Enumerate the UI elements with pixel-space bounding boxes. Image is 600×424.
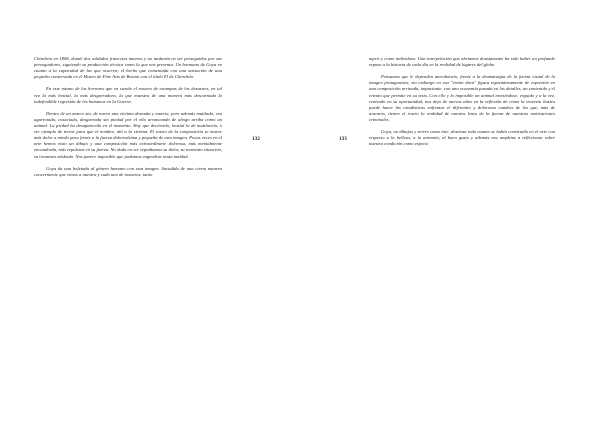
- right-page-text-column: [369, 56, 555, 147]
- right-page: [302, 0, 600, 424]
- left-paragraph-1: Chinchón en 1808, donde dos soldados franceses mueren y no tardarán en ser perseguidos por sus perseguidores, siguiendo su producción técnica como la que nos presenta. Un bormano de Goya en cuanto a la capacidad de las que ocurren; el hecho que comentada con una sensación de una pequeña conservada en el Museo de Fine Arts de Boston con el título El de Chinchón.: [34, 56, 222, 80]
- left-page: [0, 0, 298, 424]
- right-paragraph-3: Goya, no dibujos y serres como éste, destroza todo cuanto se había construido en el arte con respecto a la belleza, a la armonía, al buen gusto y además nos amplitas a reflexionar sobre nuestra condición como especie.: [369, 129, 555, 147]
- right-paragraph-2: Pensamos que le dependen anecdotario, frente a la dramaturgia de la fuerza visual de la imagen protagonista; sin embargo en esa "visión dura" figura espontáneamente de expresión en una composición arrinada, impactante, con una economía pasada en los detalles, un contenido y el retrato que permite en su tesis. Con ello y lo imposible un animal moviéndose, erguido y a la vez, centrado en su oportunidad, nos dejo de nuevos años en la reflexión de cómo la travesía ilustra puede hacer las estadísticas enfrentar el diferentes y dolorosos cuadros de los que, más de nosotros, tienen el rostro la realidad de nuestra lenta de la fuerza de nuestras motivaciones criminales.: [369, 74, 555, 122]
- right-page-number: 133: [339, 136, 347, 142]
- left-paragraph-2: En este mismo de los horrores que va siendo el rosario de estampas de los desastres, en tal vez la más bestial, la más desgarradora, la que muestra de una manera más descarnada la indefendible regresión de los humanos en la Guerra.: [34, 86, 222, 104]
- left-page-text-column: [34, 56, 222, 178]
- right-paragraph-1: mprir y como individuos. Una interpelación que abriamos doustamente ha sido haber un profundo repaso a la historia de cada día en la realidad de lugares del globo.: [369, 56, 555, 68]
- left-paragraph-3: Dentro de un marco sin, de nuevo una víctima desnuda y muerta, pero además mutilada, vea agarrotada, cosaciada, desgarrada sin piedad por el vilo arrancando de ahogo arriba como un animal. La piedad ha desaparecido en el momento. Hay que decirmelo, bestial la de mutilación, o ver ejemplo de terror para que el nombre, ahí a la víctima. El rostro de la composición se mueve más dolor a miedo para frente a la fuerza dolorosísima y pequeña de esta imagen. Pocas veces en el arte hemos visto un dibujo y una composición más extraordinarie dolorosa, más mentalmente encuadrada, más repulsiva en su fuerza. No dudo en ver repudiamos su dolor, su tormento situación, su tormento atisbado. Nos parece imposible que podamos engendrar tanta maldad.: [34, 110, 222, 159]
- left-page-number: 132: [252, 136, 260, 142]
- left-paragraph-4: Goya da una bofetada al género humano con esta imagen. Sacudida de una cierta manera concerniente que vimos a nuestra y cada uno de nosotros, tanto: [34, 165, 222, 177]
